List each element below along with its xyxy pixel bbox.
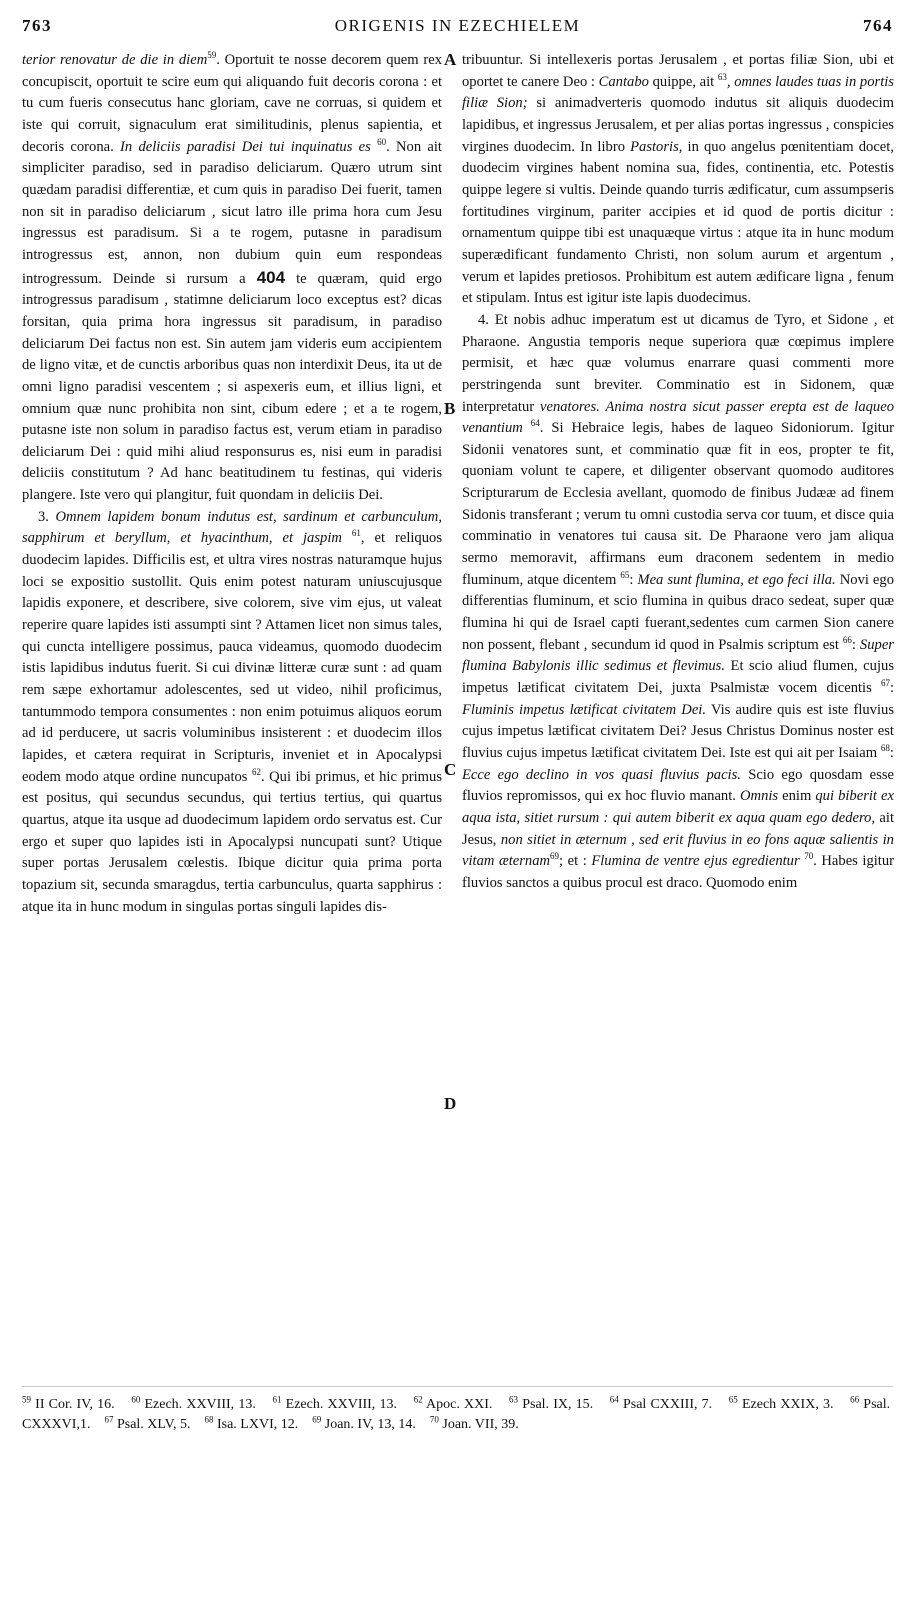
text-span: tribuuntur. Si intellexeris portas Jerusalem , et portas filiæ Sion, ubi et oportet te canere Deo :	[462, 52, 894, 90]
right-paragraph-1	[462, 50, 894, 310]
footnote-number: 61	[272, 1394, 282, 1405]
footnote-ref[interactable]: 62	[251, 766, 261, 777]
footnote-number: 64	[609, 1394, 619, 1405]
page-number-right: 764	[863, 16, 893, 35]
margin-marker-d: D	[444, 1094, 457, 1113]
left-paragraph-2	[22, 507, 442, 918]
footnote-text: Joan. IV, 13, 14.	[324, 1417, 416, 1432]
text-span: Omnem lapidem bonum indutus est, sardinum et carbunculum, sapphirum et beryllum, et hyacinthum, et jaspim	[22, 508, 442, 547]
text-span: Cantabo	[598, 73, 649, 90]
footnote-text: Joan. VII, 39.	[442, 1417, 519, 1432]
text-span: enim	[782, 788, 812, 805]
footnote-text: Psal. CXXXVI,1.	[22, 1397, 891, 1432]
right-paragraph-2	[462, 310, 894, 895]
text-span: . Qui ibi primus, et hic primus est positus, qui secundus secundus, qui tertius tertius, qui quartus quartus, atque ita usque ad duodecimum lapidem ordo servatus est. Cur ergo et super quo lapides isti in Apocalypsi nuncupati sunt? Utique super portas Jerusalem cœlestis. Ibique dicitur quia prima porta topazium sit, secunda smaragdus, tertia carbunculus, quarta sapphirus : atque ita in hunc modum in singulas portas singuli lapides dis-	[22, 768, 442, 915]
footnote-number: 60	[131, 1394, 141, 1405]
footnote-number: 69	[312, 1414, 322, 1425]
footnote-number: 63	[509, 1394, 519, 1405]
text-span: :	[889, 745, 894, 761]
text-span: 4. Et nobis adhuc imperatum est ut dicamus de Tyro, et Sidone , et Pharaone. Angustia temporis neque superiora quæ cœpimus implere permisit, et hæc quæ volumus enarrare quasi commenti more perstringenda sunt breviter. Comminatio est in Sidonem, quæ interpretatur	[462, 311, 894, 415]
text-span: Flumina de ventre ejus egredientur	[591, 853, 800, 870]
footnote-ref[interactable]: 65	[620, 569, 630, 580]
text-span: , et reliquos duodecim lapides. Difficilis est, et ultra vires nostras naturamque hujus loci se expositio sustollit. Quis enim potest naturam uniuscujusque lapidis exponere, et describere, sive colorem, sive vim ejus, ut valeat reperire quare lapides isti assumpti sint ? Attamen licet non simus tales, qui cuncta intelligere possimus, pauca videamus, quomodo duodecim istis lapidibus indutus fuerit. Si cui divinæ litteræ curæ sunt : ad quam rem sæpe exhortamur adolescentes, sed ut video, nihil proficimus, tantummodo tempora consumentes : non enim potuimus aliquos eorum ad id perducere, ut sacris voluminibus insisterent : et duodecim illos lapides, et cætera requirat in Scripturis, inveniet et in Apocalypsi eodem modo atque ordine nuncupatos	[22, 530, 442, 785]
text-span: venatores. Anima nostra sicut passer erepta est de laqueo venantium	[462, 398, 894, 437]
text-span: , in quo angelus pœnitentiam docet, duodecim virgines habent nomina sua, fides, continentia, etc. Potestis quippe legere si vultis. Deinde quando turris ædificatur, cum assumpseris fortitudines virginum, pariter accipies et id quod de portis dicitur : ornamentum quippe tibi est unaquæque virtus : atque ita in hunc modum superædificant fundamento Christi, non solum aurum et argentum , verum et lapides pretiosos. Prohibitum est autem ædificare ligna , fenum et stipulam. Intus est igitur iste lapis duodecimus.	[462, 138, 894, 307]
margin-marker-b: B	[444, 399, 456, 418]
footnote-divider	[22, 1386, 893, 1387]
footnote-item	[413, 1394, 493, 1412]
margin-marker-c: C	[444, 760, 457, 779]
footnote-number: 62	[413, 1394, 423, 1405]
footnote-item	[312, 1414, 416, 1432]
text-span: Super flumina Babylonis illic sedimus et flevimus.	[462, 636, 894, 675]
footnote-ref[interactable]: 69	[550, 851, 560, 862]
running-header	[22, 16, 893, 44]
footnote-text: Psal. XLV, 5.	[116, 1417, 191, 1432]
footnote-ref[interactable]: 68	[880, 743, 890, 754]
footnote-ref[interactable]: 64	[530, 418, 540, 429]
footnote-number: 68	[204, 1414, 214, 1425]
footnote-ref[interactable]: 60	[377, 136, 387, 147]
text-span: si animadverteris quomodo indutus sit aliquis duodecim lapidibus, et ingressus Jerusalem, et per alias portas ingressus , conspicies virgines duodecim. In libro	[462, 95, 894, 155]
left-paragraph-1	[22, 50, 442, 507]
footnote-item	[429, 1414, 519, 1432]
text-span: Mea sunt flumina, et ego feci illa.	[637, 571, 836, 588]
footnote-text: Ezech XXIX, 3.	[741, 1397, 834, 1412]
footnote-ref[interactable]: 66	[842, 634, 852, 645]
footnote-text: Ezech. XXVIII, 13.	[285, 1397, 397, 1412]
footnotes	[22, 1395, 890, 1435]
text-span: Omnis	[739, 788, 779, 805]
text-span: non sitiet in æternum , sed erit fluvius in eo fons aquæ salientis in vitam æternam	[462, 831, 894, 870]
footnote-ref[interactable]: 59	[207, 50, 217, 61]
footnote-item	[104, 1414, 191, 1432]
footnote-ref[interactable]: 63	[717, 71, 727, 82]
text-span: :	[889, 680, 894, 697]
left-column	[22, 50, 442, 918]
footnote-ref[interactable]: 70	[804, 851, 814, 862]
footnote-text: Isa. LXVI, 12.	[216, 1417, 299, 1432]
text-span: te quæram, quid ergo introgressus paradisum , statimne deliciarum loco exceptus est? dicas forsitan, quia prima hora ingressus sit paradisum, in paradiso deliciarum Dei factus non est. Sin autem jam videris eum accipientem de ligno vitæ, et de cunctis arboribus quas non interdixit Deus, ita ut de omni ligno paradisi vescentem ; si aspexeris eum, et illius ligni, et omnium quæ nunc prohibita non sint, cibum edere ; et a te rogem, putasne iste non solum in paradiso factus est, verum etiam in paradiso deliciarum Dei : quid mihi aliud responsurus es, nisi eum in paradisi deliciis constitutum ? Ad hanc beatitudinem tu festinas, qui videris plangere. Iste vero qui plangitur, fuit quondam in deliciis Dei.	[22, 270, 442, 504]
text-span: quippe, ait	[652, 73, 715, 90]
text-span: Vis audire quis est iste fluvius cujus impetus lætificat civitatem Dei? Jesus Christus Dominus noster est fluvius cujus impetus lætificat civitatem Dei. Iste est qui ait per Isaiam	[462, 701, 894, 761]
text-span: Et scio aliud flumen, cujus impetus lætificat civitatem Dei, juxta Psalmistæ vocem dicentis	[462, 658, 894, 697]
text-span: :	[851, 636, 856, 653]
text-span: In deliciis paradisi Dei tui inquinatus es	[120, 138, 371, 155]
footnote-number: 66	[850, 1394, 860, 1405]
footnote-item	[728, 1394, 834, 1412]
footnote-text: Apoc. XXI.	[426, 1397, 493, 1412]
original-page-number: 404	[256, 267, 286, 287]
text-span: . Non ait simpliciter paradiso, sed in paradiso deliciarum. Quæro utrum sint quædam paradisi differentiæ, et cum quis in paradiso Dei fuerit, tamen non sit in paradiso deliciarum , sicut latro ille prima hora cum Jesu ingressus est paradisum. Si a te rogem, putasne in paradisum introgressus est, annon, non dubium quin eum respondeas introgressum. Deinde si rursum a	[22, 138, 442, 287]
text-span: terior renovatur de die in diem	[22, 52, 208, 68]
text-span: . Si Hebraice legis, habes de laqueo Sidoniorum. Igitur Sidonii venatores sunt, et comminatio quæ fit in eos, propter te fit, quoniam volunt te capere, et diligenter observant quomodo auditores Scripturarum de Ecclesia avellant, quomodo de finibus Judææ ad finem Sidonis transferant ; verum tu omni custodia serva cor tuum, et disce quia comminatio in venatores tui causa sit. De Pharaone vero jam aliqua sermo memoravit, affirmans eum draconem sedentem in medio fluminum, atque dicentem	[462, 420, 894, 588]
text-span: . Oportuit te nosse decorem quem rex concupiscit, oportuit te scire eum qui aliquando fuit decoris corona : et tu cum fueris consecutus hanc gloriam, cave ne corruas, si quidem et iste qui corruit, signaculum erat similitudinis, plenus sapientia, et decoris corona.	[22, 52, 443, 155]
footnote-number: 65	[728, 1394, 738, 1405]
text-span: Scio ego quosdam esse fluvios repromissos, qui ex hoc fluvio manant.	[462, 766, 894, 805]
footnote-number: 67	[104, 1414, 114, 1425]
footnote-item	[131, 1394, 256, 1412]
running-title: ORIGENIS IN EZECHIELEM	[334, 16, 581, 35]
text-span: . Habes igitur fluvios sanctos a quibus procul est draco. Quomodo enim	[462, 853, 895, 891]
footnote-number: 70	[429, 1414, 439, 1425]
footnote-text: Psal CXXIII, 7.	[622, 1397, 713, 1412]
footnote-ref[interactable]: 61	[351, 528, 361, 539]
text-span: ait Jesus,	[462, 809, 894, 848]
text-span: qui biberit ex aqua ista, sitiet rursum : qui autem biberit ex aqua quam ego dedero,	[462, 788, 894, 826]
footnote-item	[272, 1394, 397, 1412]
right-column	[462, 50, 894, 895]
page-number-left: 763	[22, 16, 52, 35]
footnote-text: Ezech. XXVIII, 13.	[144, 1397, 256, 1412]
footnote-item	[22, 1394, 115, 1412]
text-span: Pastoris	[630, 138, 679, 155]
footnote-item	[509, 1394, 594, 1412]
section-number: 3.	[38, 508, 49, 525]
text-span: , omnes laudes tuas in portis filiæ Sion;	[462, 73, 894, 112]
margin-marker-a: A	[444, 50, 457, 69]
footnote-number: 59	[22, 1394, 31, 1405]
text-span: Fluminis impetus lætificat civitatem Dei.	[462, 701, 707, 718]
footnote-ref[interactable]: 67	[880, 678, 890, 689]
text-span: Ecce ego declino in vos quasi fluvius pacis.	[462, 766, 741, 783]
footnote-item	[204, 1414, 299, 1432]
footnote-text: II Cor. IV, 16.	[35, 1397, 115, 1412]
text-span: Novi ego differentias fluminum, et scio flumina in quibus draco sedeat, super quæ flumina hi qui de Israel capti fuerant,sedentes cum carmen Sion canere non possent, flebant , secundum id quod in Psalmis scriptum est	[462, 571, 894, 653]
text-span: ; et :	[559, 853, 587, 870]
footnote-item	[609, 1394, 713, 1412]
text-span: :	[629, 571, 634, 588]
footnote-text: Psal. IX, 15.	[522, 1397, 594, 1412]
